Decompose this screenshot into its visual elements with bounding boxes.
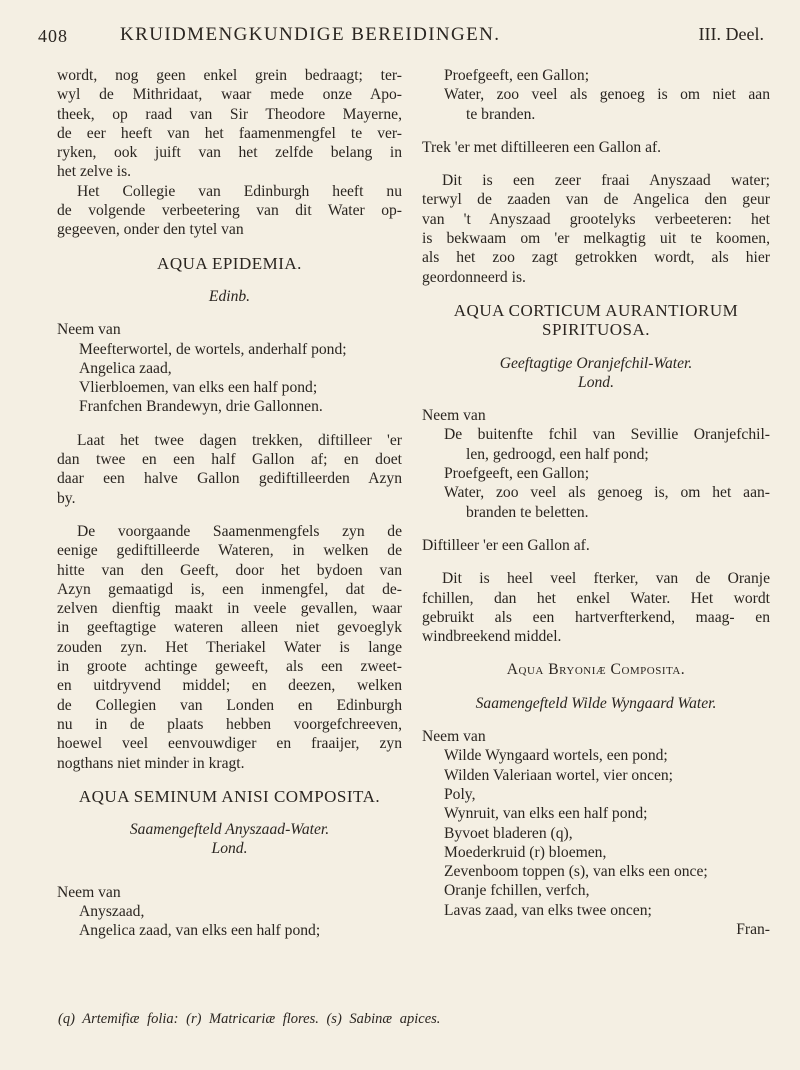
text-line: gebruikt als een hartverfterkend, maag- en <box>422 608 770 626</box>
recipe-line: Angelica zaad, <box>79 359 172 377</box>
text-line: in groote achtinge geweeft, als een zweet- <box>57 658 402 676</box>
recipe-line: Zevenboom toppen (s), van elks een once; <box>444 863 708 881</box>
text-line: nogthans niet minder in kragt. <box>57 754 245 772</box>
text-line: Azyn gemaatigd is, een inmengfel, dat de- <box>57 580 402 598</box>
running-title: KRUIDMENGKUNDIGE BEREIDINGEN. <box>120 24 501 45</box>
spacer <box>422 392 770 406</box>
text-line: is bekwaam om 'er melkagtig uit te koomen, <box>422 230 770 248</box>
text-line: wordt, nog geen enkel grein bedraagt; ter- <box>57 67 402 84</box>
text-line: van 't Anyszaad grootelyks verbeeteren: het <box>422 210 770 228</box>
page-header <box>38 22 764 52</box>
section-heading-aqua-seminum-anisi: AQUA SEMINUM ANISI COMPOSITA. <box>78 786 381 806</box>
left-paragraph-2 <box>57 182 402 240</box>
right-column <box>422 66 770 939</box>
text-line: theek, op raad van Sir Theodore Mayerne, <box>57 105 402 123</box>
recipe-line: Water, zoo veel als genoeg is, om het aan- <box>444 484 770 502</box>
section-subtitle: Saamengefteld Wilde Wyngaard Water. <box>475 694 717 712</box>
spacer <box>422 522 770 536</box>
spacer <box>57 859 402 883</box>
section-source: Lond. <box>578 373 614 391</box>
text-line: hitte van den Geeft, door het bydoen van <box>57 561 402 579</box>
text-line: geordonneerd is. <box>422 268 526 286</box>
text-line: hoewel veel eenvouwdiger en fraaijer, zyn <box>57 735 402 753</box>
spacer <box>422 680 770 694</box>
text-line: Dit is een zeer fraai Anyszaad water; <box>442 172 770 190</box>
right-paragraph-4 <box>422 569 770 646</box>
text-line: windbreekend middel. <box>422 628 562 646</box>
recipe-line: Wilden Valeriaan wortel, vier oncen; <box>444 766 674 784</box>
text-line: wyl de Mithridaat, waar mede onze Apo- <box>57 86 402 104</box>
section-heading-spirituosa: SPIRITUOSA. <box>542 320 650 340</box>
right-paragraph-3: Diftilleer 'er een Gallon af. <box>422 536 590 554</box>
recipe-intro: Neem van <box>422 728 486 746</box>
spacer <box>422 713 770 727</box>
section-source: Edinb. <box>208 287 251 305</box>
part-label: III. Deel. <box>698 24 764 44</box>
recipe-line: Angelica zaad, van elks een half pond; <box>79 922 321 940</box>
spacer <box>57 806 402 820</box>
recipe-line: Moederkruid (r) bloemen, <box>444 843 607 861</box>
text-line: nu in de plaats hebben voorgefchreeven, <box>57 715 402 733</box>
text-line: en uitdryvend middel; en deezen, welken <box>57 677 402 695</box>
recipe-line: De buitenfte fchil van Sevillie Oranjefchil- <box>444 426 770 444</box>
recipe-line: len, gedroogd, een half pond; <box>466 445 649 463</box>
recipe-line: Vlierbloemen, van elks een half pond; <box>79 379 318 397</box>
spacer <box>422 157 770 171</box>
section-heading-aqua-corticum: AQUA CORTICUM AURANTIORUM <box>453 300 739 320</box>
text-line: dan twee en een half Gallon af; en doet <box>57 451 402 469</box>
recipe-line: Poly, <box>444 785 476 803</box>
left-paragraph-1 <box>57 66 402 182</box>
recipe-line: Water, zoo veel als genoeg is om niet aan <box>444 86 770 104</box>
spacer <box>57 273 402 287</box>
spacer <box>422 555 770 569</box>
left-paragraph-4 <box>57 522 402 773</box>
recipe-intro: Neem van <box>422 407 486 425</box>
recipe-intro: Neem van <box>57 883 121 901</box>
spacer <box>57 240 402 254</box>
section-subtitle: Geeftagtige Oranjefchil-Water. <box>499 354 693 372</box>
text-line: zouden zyn. Het Theriakel Water is lange <box>57 638 402 656</box>
spacer <box>57 773 402 787</box>
spacer <box>422 646 770 660</box>
right-paragraph-2 <box>422 171 770 287</box>
spacer <box>57 306 402 320</box>
text-line: daar een halve Gallon gediftilleerden Azyn <box>57 470 402 488</box>
spacer <box>422 340 770 354</box>
text-line: gegeeven, onder den tytel van <box>57 221 244 239</box>
text-line: Dit is heel veel fterker, van de Oranje <box>442 570 770 588</box>
recipe-line: Byvoet bladeren (q), <box>444 824 573 842</box>
recipe-line: Lavas zaad, van elks twee oncen; <box>444 901 652 919</box>
text-line: eenige gediftilleerde Wateren, in welken de <box>57 542 402 560</box>
recipe-line: Oranje fchillen, verfch, <box>444 882 590 900</box>
right-paragraph-1: Trek 'er met diftilleeren een Gallon af. <box>422 138 662 156</box>
section-source: Lond. <box>211 840 248 858</box>
text-line: de eer heeft van het faamenmengfel te ver- <box>57 124 402 142</box>
text-line: zelven dienftig maakt in veele gevallen, waar <box>57 600 402 618</box>
text-line: De voorgaande Saamenmengfels zyn de <box>77 522 402 540</box>
text-line: Laat het twee dagen trekken, diftilleer 'er <box>77 431 402 449</box>
spacer <box>57 508 402 522</box>
recipe-line: te branden. <box>466 105 536 123</box>
recipe-line: branden te beletten. <box>466 503 589 521</box>
text-line: by. <box>57 489 76 507</box>
spacer <box>422 287 770 301</box>
recipe-line: Anyszaad, <box>79 902 145 920</box>
recipe-intro: Neem van <box>57 321 121 339</box>
recipe-line: Meefterwortel, de wortels, anderhalf pond; <box>79 340 347 358</box>
left-column <box>57 66 402 941</box>
text-line: het zelve is. <box>57 163 132 181</box>
footnotes: (q) Artemifiæ folia: (r) Matricariæ flores. (s) Sabinæ apices. <box>58 1011 441 1027</box>
section-heading-aqua-bryoniae: Aqua Bryoniæ Composita. <box>506 661 686 679</box>
recipe-line: Proefgeeft, een Gallon; <box>444 67 590 84</box>
text-line: als het zoo zagt getrokken wordt, als hier <box>422 249 770 267</box>
text-line: terwyl de zaaden van de Angelica den geur <box>422 191 770 209</box>
text-line: ryken, ook juift van het zelfde belang in <box>57 144 402 162</box>
recipe-line: Wynruit, van elks een half pond; <box>444 805 648 823</box>
text-line: in geeftagtige wateren alleen niet gevoeglyk <box>57 619 402 637</box>
recipe-line: Proefgeeft, een Gallon; <box>444 465 590 483</box>
section-subtitle: Saamengefteld Anyszaad-Water. <box>129 821 330 839</box>
text-line: de volgende verbeetering van dit Water op- <box>57 202 402 220</box>
recipe-line: Wilde Wyngaard wortels, een pond; <box>444 747 668 765</box>
spacer <box>57 417 402 431</box>
recipe-line: Franfchen Brandewyn, drie Gallonnen. <box>79 398 323 416</box>
page-number: 408 <box>38 26 68 46</box>
left-paragraph-3 <box>57 431 402 508</box>
text-line: Het Collegie van Edinburgh heeft nu <box>77 182 402 200</box>
text-line: fchillen, dan het enkel Water. Het wordt <box>422 589 770 607</box>
text-line: de Collegien van Londen en Edinburgh <box>57 696 402 714</box>
catchword: Fran- <box>736 920 770 938</box>
section-heading-aqua-epidemia: AQUA EPIDEMIA. <box>157 253 302 273</box>
spacer <box>422 124 770 138</box>
